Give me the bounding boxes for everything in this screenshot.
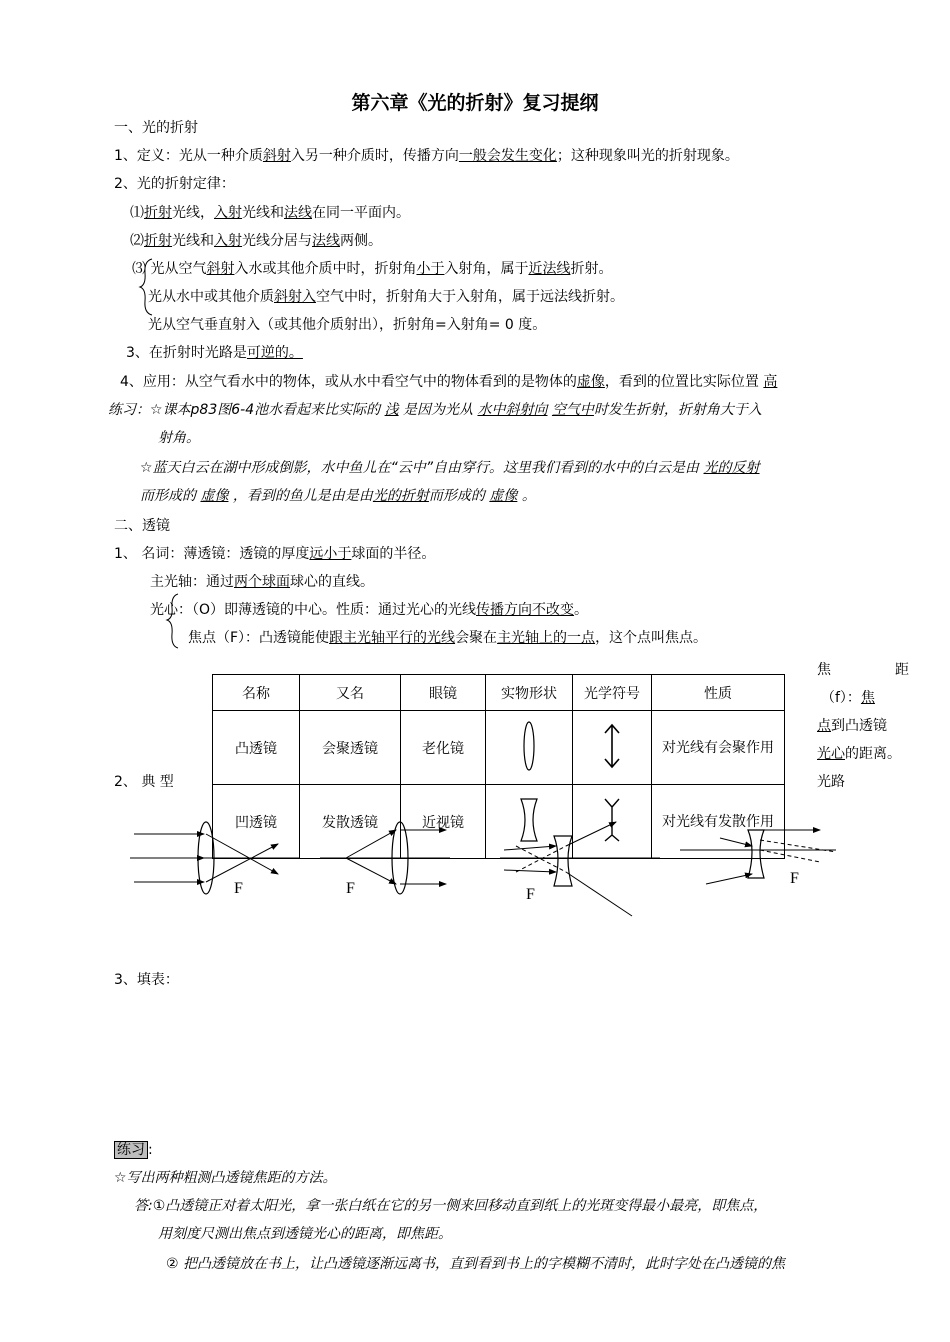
col-header-glasses: 眼镜 [401,675,486,711]
page-title: 第六章《光的折射》复习提纲 [351,92,599,114]
law-item-3b: 光从水中或其他介质斜射入空气中时，折射角大于入射角，属于远法线折射。 [148,289,624,305]
convex-lens-shape-icon [519,720,539,772]
law-item-2: ⑵折射光线和入射光线分居与法线两侧。 [130,233,382,249]
law-heading: 2、光的折射定律： [114,176,235,192]
focus-label-3: F [526,886,535,903]
exercise-2-cont: 而形成的 虚像 ，看到的鱼儿是由是由光的折射而形成的 虚像 。 [140,488,536,504]
law-item-3: ⑶ 光从空气斜射入水或其他介质中时，折射角小于入射角，属于近法线折射。 [132,261,613,277]
fill-table-label: 3、填表： [114,972,179,988]
practice-answer-2: ② 把凸透镜放在书上，让凸透镜逐渐远离书，直到看到书上的字模糊不清时，此时字处在凸透镜的焦 [166,1256,785,1272]
concave-diverge-diagram [500,822,660,916]
practice-answer-1-cont: 用刻度尺测出焦点到透镜光心的距离，即焦距。 [158,1226,452,1242]
convex-symbol-cell [573,711,652,785]
convex-shape-cell [486,711,573,785]
col-header-property: 性质 [652,675,785,711]
exercise-1-cont: 射角。 [158,430,200,446]
focal-length-note-4: 光心的距离。 [817,746,901,762]
col-header-symbol: 光学符号 [573,675,652,711]
convex-focus-diagram [320,822,450,894]
focus-label-2: F [346,880,355,897]
focal-length-note-3: 点到凸透镜 [817,718,887,734]
principal-axis-line: 主光轴：通过两个球面球心的直线。 [150,574,374,590]
focus-label-4: F [790,870,799,887]
concave-parallel-diagram [680,830,836,884]
convex-property: 对光线有会聚作用 [652,711,785,785]
practice-answer-1: 答:①凸透镜正对着太阳光，拿一张白纸在它的另一侧来回移动直到纸上的光斑变得最小最亮，即焦点， [134,1198,768,1214]
col-header-shape: 实物形状 [486,675,573,711]
terms-line: 1、 名词：薄透镜：透镜的厚度远小于球面的半径。 [114,546,436,562]
focus-label-1: F [234,880,243,897]
convex-converge-diagram [130,822,300,894]
ray-diagrams [120,800,850,920]
convex-lens-symbol-icon [602,723,622,769]
exercise-2: ☆蓝天白云在湖中形成倒影，水中鱼儿在“云中”自由穿行。这里我们看到的水中的白云是由 光的反射 [140,460,760,476]
reversible-line: 3、在折射时光路是可逆的。 [126,345,303,361]
col-header-name: 名称 [213,675,300,711]
convex-name: 凸透镜 [213,711,300,785]
focus-line: 焦点（F）：凸透镜能使跟主光轴平行的光线会聚在主光轴上的一点，这个点叫焦点。 [188,630,708,646]
concave-glasses: 近视镜 [401,785,486,859]
concave-name: 凹透镜 [213,785,300,859]
typical-label: 2、 典 型 [114,774,174,790]
concave-alias: 发散透镜 [300,785,401,859]
practice-label: 练习 : [114,1140,153,1160]
law-item-1: ⑴折射光线，入射光线和法线在同一平面内。 [130,205,410,221]
practice-question: ☆写出两种粗测凸透镜焦距的方法。 [114,1170,337,1186]
focal-length-note-5: 光路 [817,774,845,790]
focal-length-note-2: （f）：焦 [821,690,875,706]
exercise-1: 练习：☆课本p83图6-4池水看起来比实际的 浅 是因为光从 水中斜射向 空气中时发生折射，折射角大于入 [108,402,762,418]
section-heading-lens: 二、透镜 [114,518,170,534]
concave-property: 对光线有发散作用 [652,785,785,859]
focal-length-note-1: 焦 距 [817,662,909,678]
convex-alias: 会聚透镜 [300,711,401,785]
optical-center-line: 光心：（O）即薄透镜的中心。性质：通过光心的光线传播方向不改变。 [150,602,589,618]
law-item-3c: 光从空气垂直射入（或其他介质射出），折射角=入射角= 0 度。 [148,317,547,333]
definition-line: 1、定义：光从一种介质斜射入另一种介质时，传播方向一般会发生变化；这种现象叫光的折射现象。 [114,148,739,164]
col-header-alias: 又名 [300,675,401,711]
convex-glasses: 老化镜 [401,711,486,785]
section-heading-refraction: 一、光的折射 [114,120,198,136]
application-line: 4、应用：从空气看水中的物体，或从水中看空气中的物体看到的是物体的虚像，看到的位置比实际位置 高 [120,374,778,390]
